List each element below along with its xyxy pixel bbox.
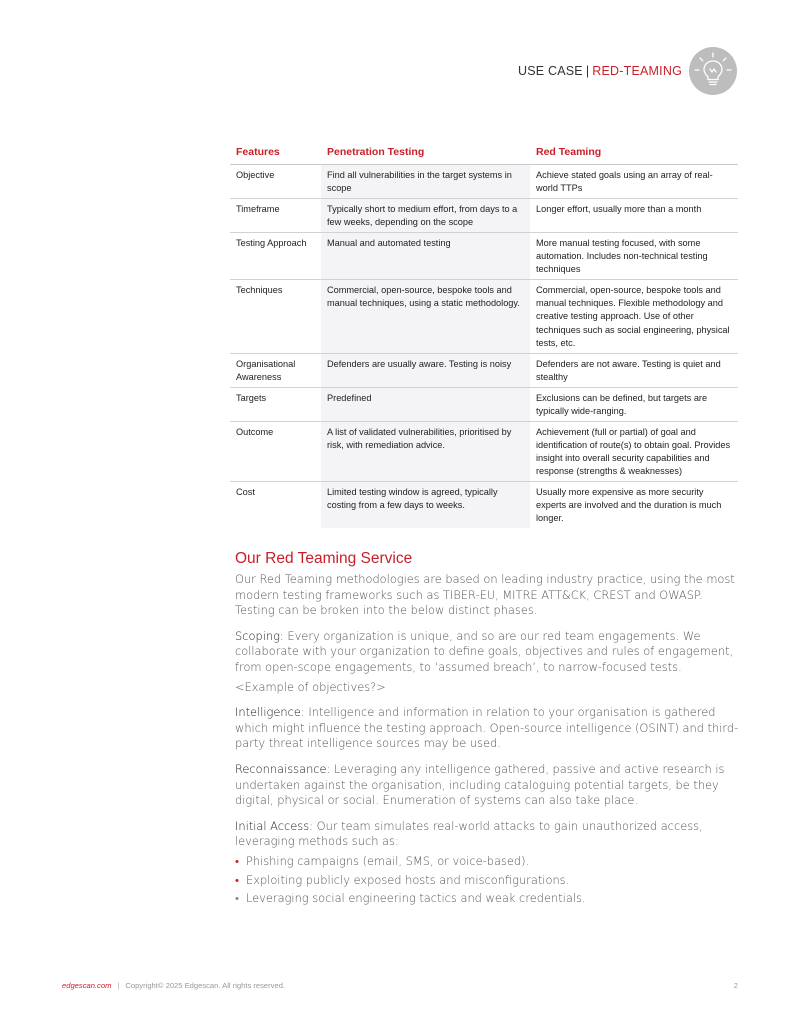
feature-cell: Cost	[236, 487, 255, 498]
table-row	[230, 387, 738, 421]
reconnaissance-label: Reconnaissance:	[235, 761, 331, 776]
page-footer	[62, 981, 738, 990]
footer-separator: |	[117, 981, 120, 990]
scoping-paragraph	[235, 629, 739, 676]
initial-access-label: Initial Access:	[235, 818, 313, 833]
lightbulb-icon	[689, 47, 737, 95]
penetration-testing-cell: Manual and automated testing	[321, 233, 530, 280]
comparison-table	[230, 142, 738, 528]
penetration-testing-cell: Typically short to medium effort, from days to a few weeks, depending on the scope	[321, 199, 530, 233]
scoping-text: Every organization is unique, and so are our red team engagements. We collaborate with your organization to define goals, objectives and rules of engagement, from open-scope engagements, to ‘assumed breach’, to narrow-focused tests.	[235, 628, 734, 674]
page-number: 2	[733, 981, 738, 990]
red-teaming-cell: Exclusions can be defined, but targets are typically wide-ranging.	[530, 387, 738, 421]
bullet-marker: •	[235, 853, 239, 868]
red-teaming-cell: More manual testing focused, with some automation. Includes non-technical testing techniques	[530, 233, 738, 280]
intelligence-text: Intelligence and information in relation to your organisation is gathered which might influence the testing approach. Open-source intelligence (OSINT) and third-party threat intelligence sources may be used.	[235, 705, 739, 751]
feature-cell: Techniques	[230, 280, 321, 353]
table-row	[230, 233, 738, 280]
penetration-testing-cell: Limited testing window is agreed, typically costing from a few days to weeks.	[321, 482, 530, 529]
intelligence-label: Intelligence:	[235, 705, 305, 720]
bullet-marker: •	[235, 891, 239, 906]
red-teaming-cell: Usually more expensive as more security experts are involved and the duration is much longer.	[536, 487, 722, 524]
initial-access-text: Our team simulates real-world attacks to gain unauthorized access, leveraging methods such as:	[235, 818, 703, 849]
table-row	[230, 164, 738, 198]
penetration-testing-cell: Defenders are usually aware. Testing is noisy	[321, 353, 530, 387]
feature-cell: Organisational Awareness	[230, 353, 321, 387]
initial-access-paragraph	[235, 819, 739, 850]
reconnaissance-paragraph	[235, 762, 739, 809]
table-row	[230, 353, 738, 387]
list-item	[235, 891, 739, 907]
list-item-text: Phishing campaigns (email, SMS, or voice-based).	[246, 853, 530, 868]
table-row	[230, 199, 738, 233]
penetration-testing-cell: Find all vulnerabilities in the target systems in scope	[321, 164, 530, 198]
intelligence-paragraph	[235, 705, 739, 752]
feature-cell: Testing Approach	[230, 233, 321, 280]
list-item-text: Exploiting publicly exposed hosts and misconfigurations.	[246, 872, 570, 887]
table-header-row	[230, 142, 738, 164]
penetration-testing-cell: Predefined	[321, 387, 530, 421]
red-teaming-cell: Defenders are not aware. Testing is quiet and stealthy	[530, 353, 738, 387]
penetration-testing-cell: Commercial, open-source, bespoke tools and manual techniques, using a static methodology.	[321, 280, 530, 353]
column-header-penetration-testing: Penetration Testing	[321, 142, 530, 164]
feature-cell: Timeframe	[230, 199, 321, 233]
list-item	[235, 873, 739, 889]
table-row	[230, 482, 738, 529]
column-header-features: Features	[230, 142, 321, 164]
table-row	[230, 421, 738, 481]
header-label: USE CASE	[518, 64, 583, 78]
red-teaming-cell: Achievement (full or partial) of goal and identification of route(s) to obtain goal. Provides insight into overall security capabilities and response (strengths & weaknesses)	[530, 421, 738, 481]
scoping-label: Scoping:	[235, 628, 284, 643]
footer-site-link[interactable]: edgescan.com	[62, 981, 112, 990]
reconnaissance-text: Leveraging any intelligence gathered, passive and active research is undertaken against the organisation, including cataloguing potential targets, be they digital, physical or social. Enumeration of systems can also take place.	[235, 761, 725, 808]
feature-cell: Outcome	[230, 421, 321, 481]
red-teaming-cell: Commercial, open-source, bespoke tools and manual techniques. Flexible methodology and creative testing approach. Use of other techniques such as social engineering, physical tests, etc.	[530, 280, 738, 353]
list-item-text: Leveraging social engineering tactics and weak credentials.	[246, 891, 586, 906]
red-teaming-service-section	[235, 549, 739, 910]
red-teaming-cell: Achieve stated goals using an array of real-world TTPs	[530, 164, 738, 198]
page-header	[518, 64, 682, 78]
table-row	[230, 280, 738, 353]
column-header-red-teaming: Red Teaming	[530, 142, 738, 164]
list-item	[235, 854, 739, 870]
header-separator: |	[585, 64, 590, 78]
example-placeholder: <Example of objectives?>	[235, 679, 386, 694]
feature-cell: Objective	[230, 164, 321, 198]
feature-cell: Targets	[230, 387, 321, 421]
bullet-marker: •	[235, 872, 239, 887]
footer-copyright: Copyright© 2025 Edgescan. All rights reserved.	[125, 981, 286, 990]
red-teaming-cell: Longer effort, usually more than a month	[530, 199, 738, 233]
initial-access-methods-list	[235, 854, 739, 907]
header-accent: RED-TEAMING	[592, 64, 682, 78]
section-title: Our Red Teaming Service	[235, 550, 413, 567]
penetration-testing-cell: A list of validated vulnerabilities, prioritised by risk, with remediation advice.	[321, 421, 530, 481]
intro-paragraph: Our Red Teaming methodologies are based on leading industry practice, using the most modern testing frameworks such as TIBER-EU, MITRE ATT&CK, CREST and OWASP. Testing can be broken into the below distinct phases.	[235, 572, 735, 618]
